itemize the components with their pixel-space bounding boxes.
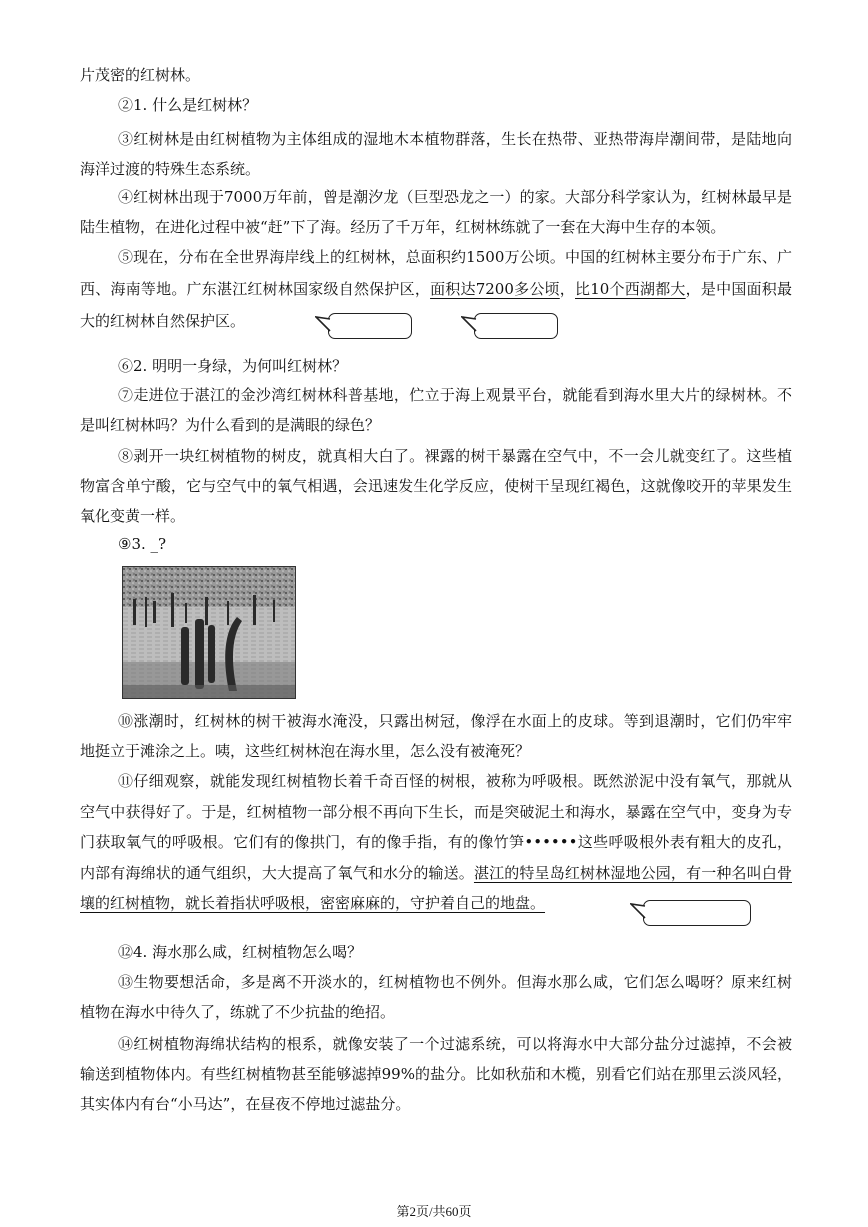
heading-1: ②1. 什么是红树林？ — [118, 96, 258, 114]
underline-sentence: 湛江的特呈岛红树林湿地公园，有一种名叫白骨壤的红树植物，就长着指状呼吸根，密密麻麻的，守护着自己的地盘。 — [80, 863, 792, 912]
paragraph-5-text-c: ，是中国面积最大的红树林自然保护区。 — [80, 280, 792, 330]
paragraph-10: ⑩涨潮时，红树林的树干被海水淹没，只露出树冠，像浮在水面上的皮球。等到退潮时，它们仍牢牢地挺立于滩涂之上。咦，这些红树林泡在海水里，怎么没有被淹死？ — [80, 712, 792, 760]
answer-bubble-3[interactable] — [643, 900, 751, 926]
bubble-tail-icon — [461, 316, 477, 336]
paragraph-11-text: ⑪仔细观察，就能发现红树植物长着千奇百怪的树根，被称为呼吸根。既然淤泥中没有氧气，那就从空气中获得好了。于是，红树植物一部分根不再向下生长，而是突破泥土和海水，暴露在空气中，变身为专门获取氧气的呼吸根。它们有的像拱门，有的像手指，有的像竹笋••••••这些呼吸根外表有粗大的皮孔，内部有海绵状的通气组织，大大提高了氧气和水分的输送。 — [80, 772, 792, 882]
paragraph-5-text-a: ⑤现在，分布在全世界海岸线上的红树林，总面积约1500万公顷。中国的红树林主要分布于广东、广西、海南等地。广东湛江红树林国家级自然保护区， — [80, 248, 792, 298]
bubble-tail-icon — [630, 903, 646, 923]
intro-tail: 片茂密的红树林。 — [80, 66, 201, 84]
paragraph-14: ⑭红树植物海绵状结构的根系，就像安装了一个过滤系统，可以将海水中大部分盐分过滤掉，不会被输送到植物体内。有些红树植物甚至能够滤掉99%的盐分。比如秋茄和木榄，别看它们站在那里云淡风轻，其实体内有台“小马达”，在昼夜不停地过滤盐分。 — [80, 1035, 792, 1113]
paragraph-4: ④红树林出现于7000万年前，曾是潮汐龙（巨型恐龙之一）的家。大部分科学家认为，红树林最早是陆生植物，在进化过程中被“赶”下了海。经历了千万年，红树林练就了一套在大海中生存的本领。 — [80, 188, 792, 236]
paragraph-7: ⑦走进位于湛江的金沙湾红树林科普基地，伫立于海上观景平台，就能看到海水里大片的绿树林。不是叫红树林吗？为什么看到的是满眼的绿色？ — [80, 386, 792, 434]
heading-3-blank: ⑨3. _? — [118, 535, 167, 553]
heading-4: ⑫4. 海水那么咸，红树植物怎么喝？ — [118, 943, 363, 961]
answer-bubble-1[interactable] — [328, 313, 412, 339]
answer-bubble-2[interactable] — [474, 313, 558, 339]
underline-area: 面积达7200多公顷 — [430, 280, 560, 298]
mangrove-photo — [122, 566, 296, 699]
heading-2: ⑥2. 明明一身绿，为何叫红树林？ — [118, 357, 348, 375]
bubble-tail-icon — [315, 316, 331, 336]
paragraph-5-text-b: ， — [559, 280, 576, 298]
page-footer: 第2页/共60页 — [396, 1204, 472, 1219]
underline-comparison: 比10个西湖都大 — [575, 280, 686, 298]
paragraph-11 — [80, 766, 792, 919]
paragraph-8: ⑧剥开一块红树植物的树皮，就真相大白了。裸露的树干暴露在空气中，不一会儿就变红了。这些植物富含单宁酸，它与空气中的氧气相遇，会迅速发生化学反应，使树干呈现红褐色，这就像咬开的苹果发生氧化变黄一样。 — [80, 447, 792, 525]
paragraph-13: ⑬生物要想活命，多是离不开淡水的，红树植物也不例外。但海水那么咸，它们怎么喝呀？原来红树植物在海水中待久了，练就了不少抗盐的绝招。 — [80, 973, 792, 1021]
paragraph-3: ③红树林是由红树植物为主体组成的湿地木本植物群落，生长在热带、亚热带海岸潮间带，是陆地向海洋过渡的特殊生态系统。 — [80, 130, 792, 178]
paragraph-5 — [80, 241, 792, 337]
